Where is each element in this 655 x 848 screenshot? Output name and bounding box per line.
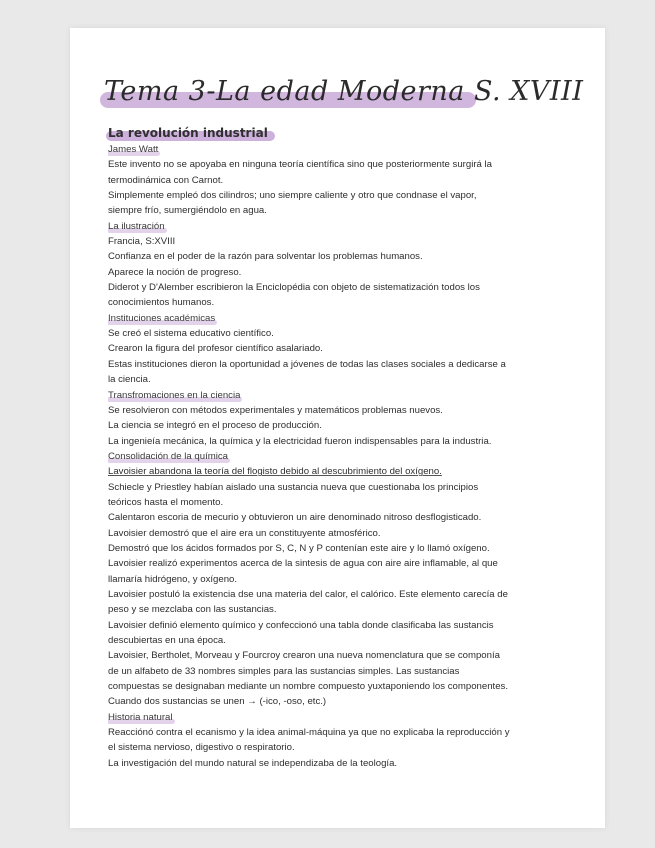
text-line: siempre frío, sumergiéndolo en agua. [108, 205, 267, 217]
text-line: compuestas se designaban mediante un nombre compuesto yuxtaponiendo los componentes. [108, 681, 508, 693]
subheading: Transfromaciones en la ciencia [108, 388, 240, 403]
text-line: Lavoisier realizó experimentos acerca de la sintesis de agua con aire aire inflamable, al que [108, 558, 498, 570]
text-line: Cuando dos sustancias se unen → (-ico, -oso, etc.) [108, 696, 327, 708]
subheading-line [108, 142, 538, 157]
text-line: peso y se mezclaba con las sustancias. [108, 604, 277, 616]
text-line: Confianza en el poder de la razón para solventar los problemas humanos. [108, 251, 423, 263]
text-line: Estas instituciones dieron la oportunidad a jóvenes de todas las clases sociales a dedicarse a [108, 358, 506, 370]
text-line: Se resolvieron con métodos experimentales y matemáticos problemas nuevos. [108, 404, 443, 416]
text-line: La ciencia se integró en el proceso de producción. [108, 420, 322, 432]
subheading: Instituciones académicas [108, 311, 215, 326]
text-line: Se creó el sistema educativo científico. [108, 328, 274, 340]
text-line: La investigación del mundo natural se independizaba de la teología. [108, 757, 398, 769]
section-heading-wrapper [108, 124, 538, 142]
subheading-line [108, 219, 538, 234]
text-line: conocimientos humanos. [108, 297, 215, 309]
text-line: Reacciónó contra el ecanismo y la idea animal-máquina ya que no explicaba la reproducción y [108, 727, 510, 739]
text-line: Calentaron escoria de mecurio y obtuvieron un aire denominado nitroso desflogisticado. [108, 512, 482, 524]
notes-lines [108, 142, 538, 771]
text-line: Schiecle y Priestley habían aislado una sustancia nueva que cuestionaba los principios [108, 481, 479, 493]
text-line: el sistema nervioso, digestivo o respiratorio. [108, 742, 295, 754]
text-line: descubiertas en una época. [108, 635, 226, 646]
subheading: Consolidación de la química [108, 449, 228, 464]
text-line: Lavoisier, Bertholet, Morveau y Fourcroy crearon una nueva nomenclatura que se componía [108, 650, 500, 662]
text-line: termodinámica con Carnot. [108, 174, 224, 186]
text-line: Lavoisier demostró que el aire era un constituyente atmosférico. [108, 527, 381, 539]
subheading: La ilustración [108, 219, 165, 234]
text-line: Crearon la figura del profesor científico asalariado. [108, 343, 323, 355]
section-heading: La revolución industrial [108, 124, 271, 142]
subheading-line [108, 311, 538, 326]
underlined-line: Lavoisier abandona la teoría del flogisto debido al descubrimiento del oxígeno. [108, 466, 442, 478]
text-line: Diderot y D'Alember escribieron la Enciclopédia con objeto de sistematización todos los [108, 282, 480, 294]
subheading-line [108, 449, 538, 464]
text-line: de un alfabeto de 33 nombres simples para las sustancias simples. Las sustancias [108, 665, 460, 677]
subheading: Historia natural [108, 710, 173, 725]
text-line: teóricos hasta el momento. [108, 496, 224, 508]
text-line: Lavoisier postuló la existencia dse una materia del calor, el calórico. Este elemento carecía de [108, 588, 508, 600]
text-line: La ingenieía mecánica, la química y la electricidad fueron indispensables para la industria. [108, 435, 492, 447]
subheading-line [108, 388, 538, 403]
text-line: Francia, S:XVIII [108, 236, 176, 248]
text-line: Aparece la noción de progreso. [108, 266, 242, 278]
text-line: Demostró que los ácidos formados por S, C, N y P contenían este aire y lo llamó oxígeno. [108, 542, 490, 554]
text-line: Lavoisier definió elemento químico y confeccionó una tabla donde clasificaba las sustancis [108, 619, 494, 631]
text-line: la ciencia. [108, 374, 151, 386]
text-line: llamaría hidrógeno, y oxígeno. [108, 573, 238, 585]
subheading: James Watt [108, 142, 158, 157]
text-line: Simplemente empleó dos cilindros; uno siempre caliente y otro que condnase el vapor, [108, 190, 477, 202]
text-line: Este invento no se apoyaba en ninguna teoría científica sino que posteriormente surgirá la [108, 159, 492, 171]
subheading-line [108, 710, 538, 725]
page-title: Tema 3-La edad Moderna S. XVIII [104, 76, 584, 107]
notes-body [108, 124, 538, 771]
